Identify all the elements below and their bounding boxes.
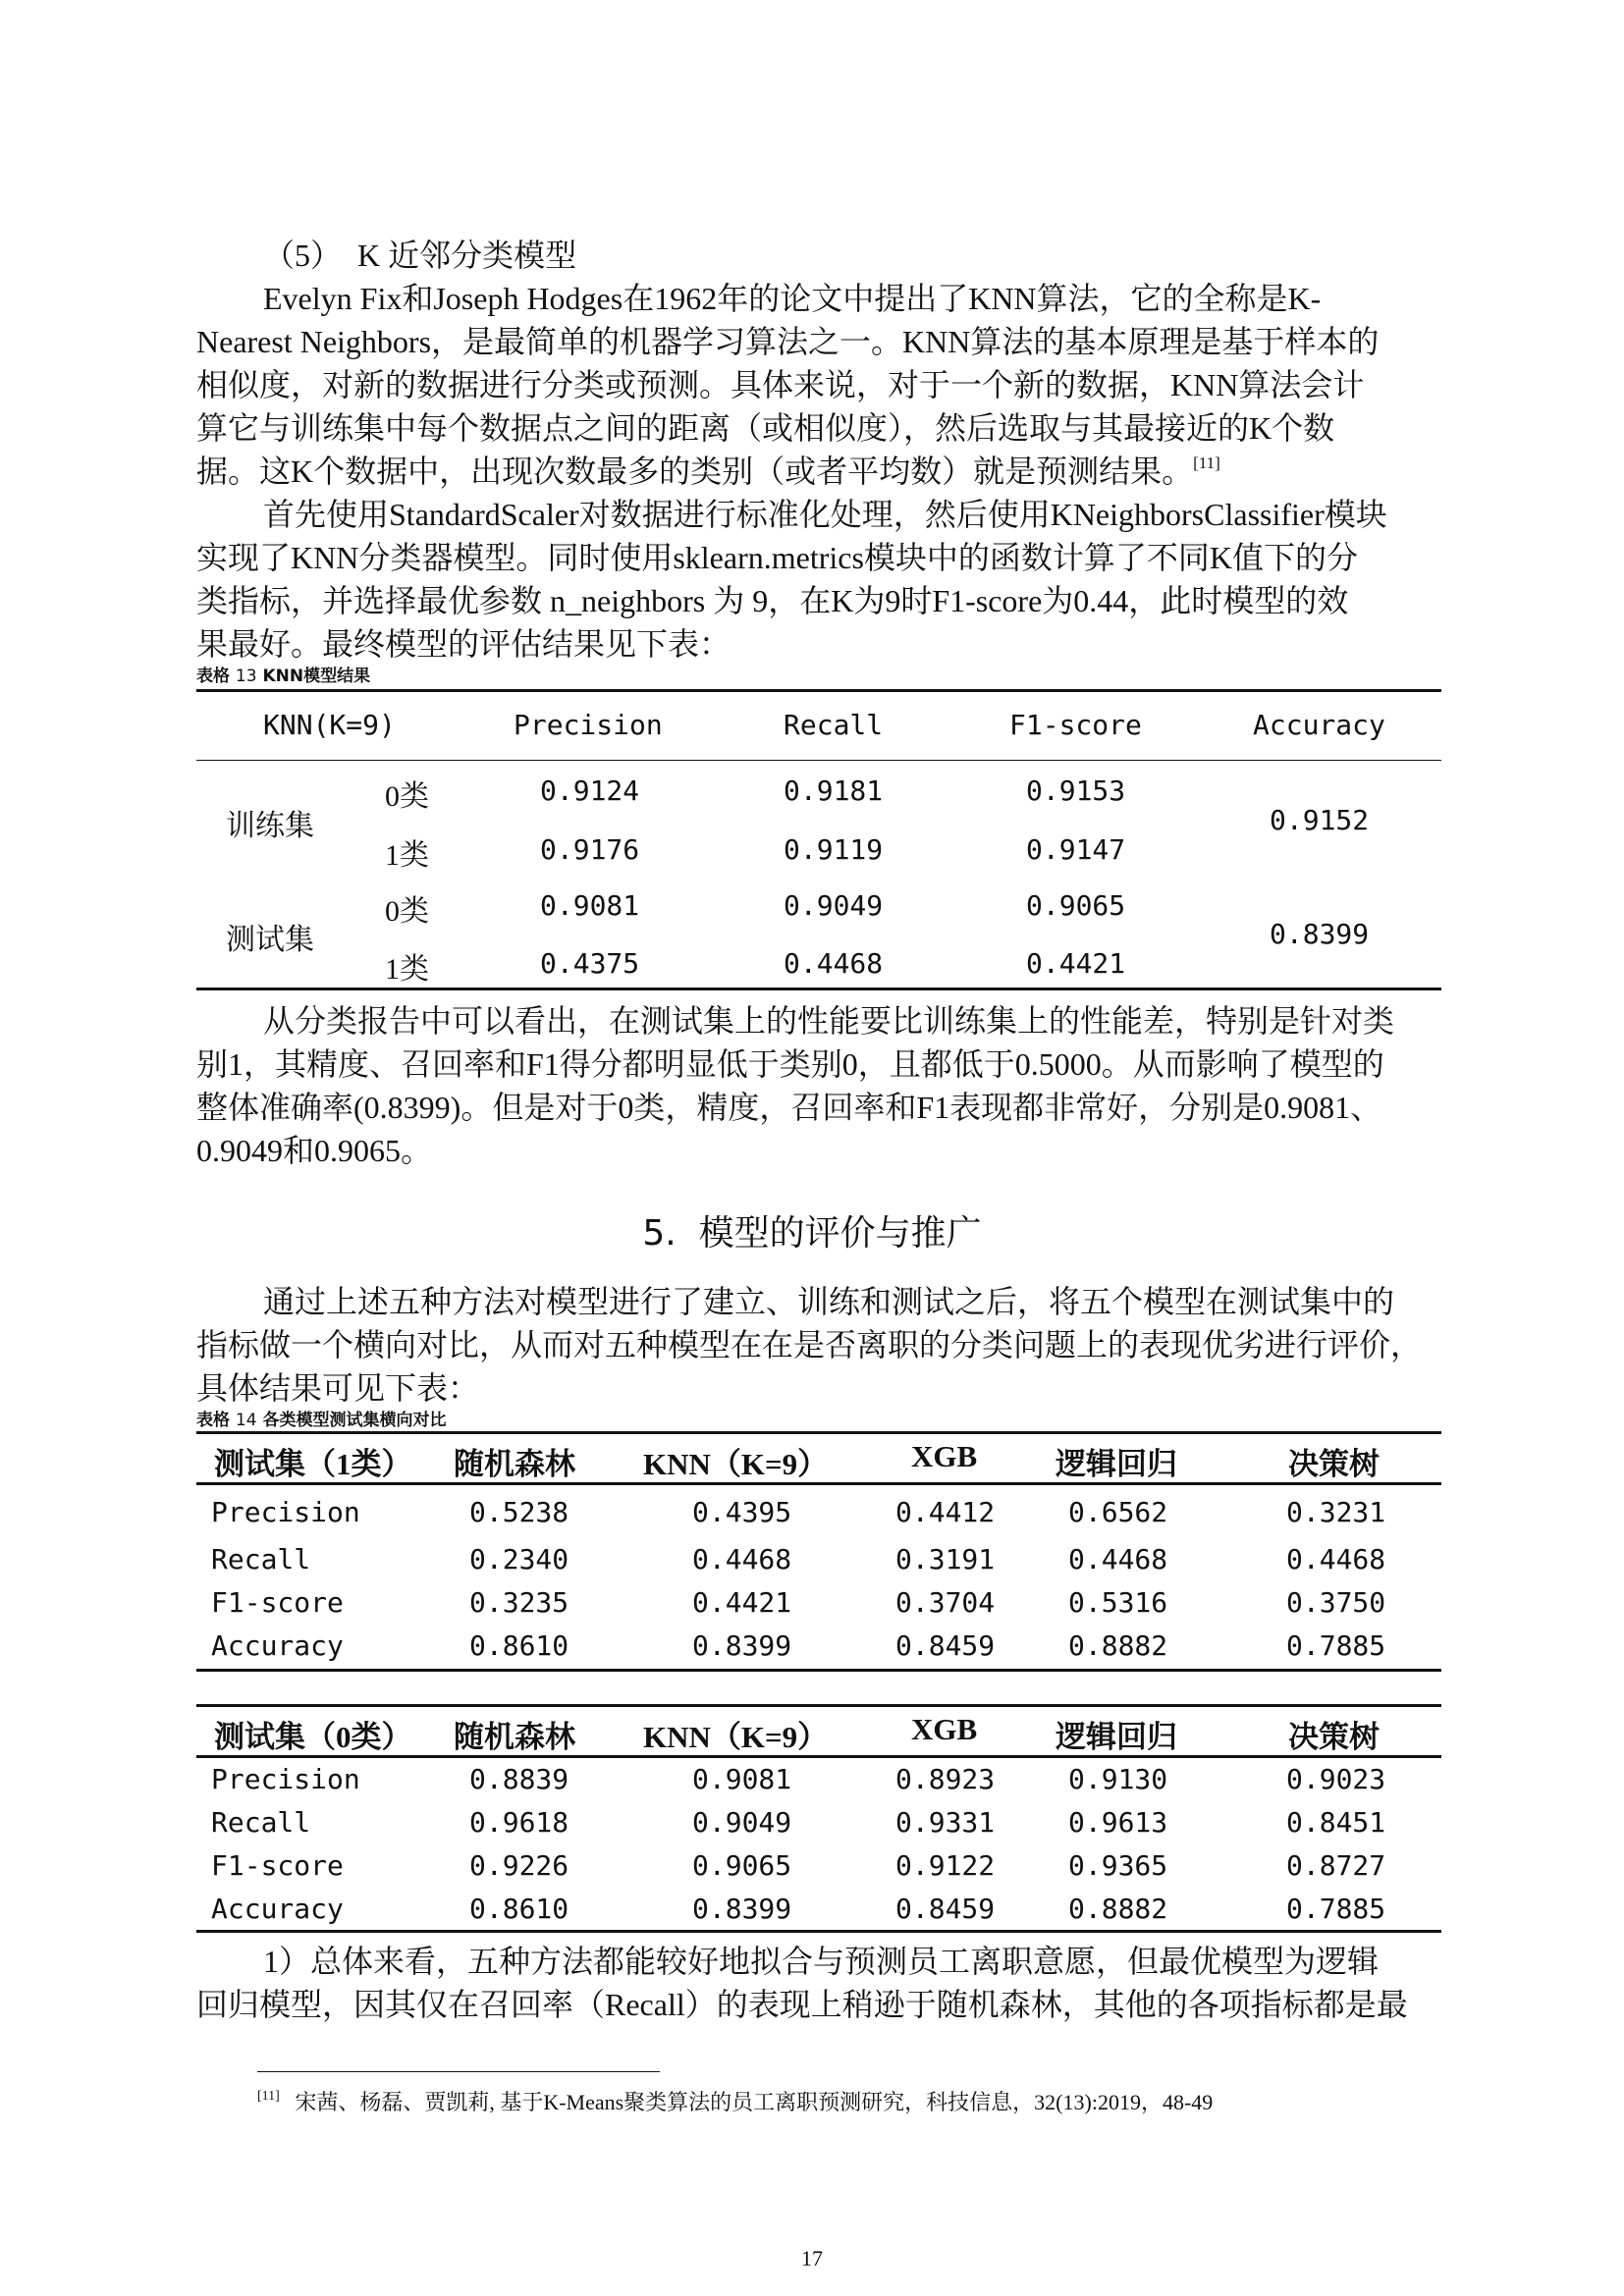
table-row-label: F1-score (211, 1586, 344, 1619)
table-cell: 0.3235 (469, 1586, 569, 1619)
table-cell: 0.8610 (469, 1893, 569, 1925)
paragraph-knn-method (196, 493, 1441, 666)
table-cell: 0.4468 (784, 947, 884, 980)
caption-text: KNN模型结果 (262, 667, 371, 686)
table-row-label: F1-score (211, 1849, 344, 1882)
table-cell: 0.8882 (1068, 1893, 1168, 1925)
table-cell: 0.9226 (469, 1849, 569, 1882)
table-row-label: Accuracy (211, 1893, 344, 1925)
caption-number: 14 (235, 1411, 257, 1430)
footnote-text: 宋茜、杨磊、贾凯莉, 基于K-Means聚类算法的员工离职预测研究，科技信息，32(13):2019，48-49 (295, 2090, 1214, 2114)
table-header-cell: 决策树 (1288, 1447, 1380, 1481)
text-line: 首先使用StandardScaler对数据进行标准化处理，然后使用KNeighborsClassifier模块 (263, 497, 1387, 532)
footnote-separator (257, 2071, 660, 2072)
table-row-label: Accuracy (211, 1629, 344, 1662)
paragraph-analysis (196, 999, 1441, 1172)
table-header-cell: KNN(K=9) (263, 709, 396, 741)
table-class-label: 1类 (385, 953, 429, 986)
table-class-label: 0类 (385, 780, 429, 813)
table-cell: 0.9365 (1068, 1849, 1168, 1882)
table-header-cell: 测试集（1类） (214, 1447, 412, 1481)
table-cell: 0.9153 (1026, 774, 1126, 807)
text-line (196, 450, 1441, 493)
table-header-cell: Precision (514, 709, 663, 741)
table-cell: 0.5316 (1068, 1586, 1168, 1619)
table-top-rule (196, 1704, 1441, 1707)
table-header-cell: XGB (911, 1712, 978, 1746)
table-cell: 0.4395 (692, 1496, 792, 1528)
table-cell: 0.8399 (692, 1629, 792, 1662)
caption-prefix: 表格 (196, 1411, 230, 1430)
table-header-cell: 逻辑回归 (1056, 1447, 1177, 1481)
table-cell: 0.7885 (1286, 1893, 1386, 1925)
paragraph-comparison-intro (196, 1280, 1441, 1410)
table-cell: 0.8839 (469, 1763, 569, 1795)
citation-ref: [11] (1193, 454, 1220, 472)
table-cell: 0.9023 (1286, 1763, 1386, 1795)
table-cell: 0.9049 (784, 889, 884, 922)
text-line: 算它与训练集中每个数据点之间的距离（或相似度），然后选取与其最接近的K个数 (196, 410, 1335, 446)
table-header-cell: Accuracy (1253, 709, 1385, 741)
table-header-cell: XGB (911, 1439, 978, 1473)
table-bottom-rule (196, 1669, 1441, 1672)
table-header-cell: Recall (784, 709, 884, 741)
table-top-rule (196, 1431, 1441, 1434)
table-accuracy-cell: 0.8399 (1270, 918, 1370, 950)
table-cell: 0.4468 (1286, 1543, 1386, 1575)
table-cell: 0.9065 (1026, 889, 1126, 922)
table-cell: 0.4412 (895, 1496, 996, 1528)
text-line: 别1，其精度、召回率和F1得分都明显低于类别0，且都低于0.5000。从而影响了模型的 (196, 1046, 1384, 1082)
paragraph-knn-intro (196, 277, 1441, 493)
table-cell: 0.8923 (895, 1763, 996, 1795)
text-line: 1）总体来看，五种方法都能较好地拟合与预测员工离职意愿，但最优模型为逻辑 (263, 1944, 1380, 1979)
text-segment: 据。这K个数据中，出现次数最多的类别（或者平均数）就是预测结果。 (196, 454, 1194, 489)
table-row-label: Precision (211, 1496, 360, 1528)
table-cell: 0.8610 (469, 1629, 569, 1662)
table-cell: 0.2340 (469, 1543, 569, 1575)
section-heading: 5. 模型的评价与推广 (642, 1213, 982, 1254)
table-cell: 0.9176 (540, 833, 640, 866)
table-header-cell: KNN（K=9） (643, 1447, 829, 1481)
table-cell: 0.4375 (540, 947, 640, 980)
text-line: Nearest Neighbors，是最简单的机器学习算法之一。KNN算法的基本原理是基于样本的 (196, 324, 1380, 359)
text-line: 果最好。最终模型的评估结果见下表： (196, 626, 731, 662)
table-cell: 0.3231 (1286, 1496, 1386, 1528)
table-header-cell: F1-score (1009, 709, 1142, 741)
table-cell: 0.4468 (1068, 1543, 1168, 1575)
table-class-label: 1类 (385, 839, 429, 872)
table-group-label: 训练集 (226, 810, 314, 842)
table-bottom-rule (196, 1930, 1441, 1933)
footnote (257, 2086, 1213, 2116)
table-header-cell: 决策树 (1288, 1720, 1380, 1754)
text-line: 回归模型，因其仅在召回率（Recall）的表现上稍逊于随机森林，其他的各项指标都是最 (196, 1987, 1408, 2022)
paragraph-conclusion (196, 1940, 1441, 2026)
text-line: 指标做一个横向对比，从而对五种模型在在是否离职的分类问题上的表现优劣进行评价， (196, 1327, 1423, 1362)
table-cell: 0.4421 (692, 1586, 792, 1619)
table-header-cell: 随机森林 (454, 1720, 575, 1754)
table-cell: 0.9081 (540, 889, 640, 922)
table-cell: 0.8459 (895, 1893, 996, 1925)
table-14-caption (196, 1406, 446, 1430)
table-cell: 0.4468 (692, 1543, 792, 1575)
text-line: 整体准确率(0.8399)。但是对于0类，精度，召回率和F1表现都非常好，分别是0.9081、 (196, 1090, 1382, 1125)
text-line: 实现了KNN分类器模型。同时使用sklearn.metrics模块中的函数计算了不同K值下的分 (196, 540, 1359, 575)
table-cell: 0.4421 (1026, 947, 1126, 980)
caption-text: 各类模型测试集横向对比 (262, 1411, 447, 1430)
page-number: 17 (801, 2246, 823, 2270)
table-cell: 0.3750 (1286, 1586, 1386, 1619)
table-cell: 0.6562 (1068, 1496, 1168, 1528)
table-header-rule (196, 760, 1441, 761)
table-group-label: 测试集 (226, 924, 314, 956)
table-cell: 0.9049 (692, 1806, 792, 1839)
table-class-label: 0类 (385, 895, 429, 928)
table-top-rule (196, 689, 1441, 692)
table-cell: 0.9147 (1026, 833, 1126, 866)
table-13-caption (196, 662, 370, 686)
table-header-cell: 逻辑回归 (1056, 1720, 1177, 1754)
footnote-ref: [11] (257, 2089, 280, 2104)
text-line: 从分类报告中可以看出，在测试集上的性能要比训练集上的性能差，特别是针对类 (263, 1003, 1395, 1039)
table-cell: 0.8399 (692, 1893, 792, 1925)
text-line: 相似度，对新的数据进行分类或预测。具体来说，对于一个新的数据，KNN算法会计 (196, 367, 1365, 402)
table-cell: 0.8451 (1286, 1806, 1386, 1839)
table-row-label: Recall (211, 1806, 311, 1839)
caption-prefix: 表格 (196, 667, 230, 686)
table-cell: 0.8727 (1286, 1849, 1386, 1882)
table-row-label: Recall (211, 1543, 311, 1575)
table-cell: 0.5238 (469, 1496, 569, 1528)
table-cell: 0.8459 (895, 1629, 996, 1662)
section-subtitle: （5） K 近邻分类模型 (263, 238, 577, 273)
table-cell: 0.3191 (895, 1543, 996, 1575)
table-row-label: Precision (211, 1763, 360, 1795)
table-cell: 0.8882 (1068, 1629, 1168, 1662)
text-line: 类指标，并选择最优参数 n_neighbors 为 9，在K为9时F1-score为0.44，此时模型的效 (196, 583, 1349, 618)
text-line: 通过上述五种方法对模型进行了建立、训练和测试之后，将五个模型在测试集中的 (263, 1284, 1395, 1319)
table-cell: 0.9130 (1068, 1763, 1168, 1795)
caption-number: 13 (235, 667, 257, 686)
table-cell: 0.9119 (784, 833, 884, 866)
text-line: 0.9049和0.9065。 (196, 1133, 433, 1168)
table-cell: 0.9618 (469, 1806, 569, 1839)
text-line: 具体结果可见下表： (196, 1370, 480, 1406)
table-accuracy-cell: 0.9152 (1270, 804, 1370, 836)
table-cell: 0.9181 (784, 774, 884, 807)
text-line: Evelyn Fix和Joseph Hodges在1962年的论文中提出了KNN算法，它的全称是K- (263, 281, 1322, 316)
table-cell: 0.7885 (1286, 1629, 1386, 1662)
table-cell: 0.9065 (692, 1849, 792, 1882)
table-bottom-rule (196, 988, 1441, 990)
table-cell: 0.3704 (895, 1586, 996, 1619)
table-cell: 0.9081 (692, 1763, 792, 1795)
table-header-cell: KNN（K=9） (643, 1720, 829, 1754)
table-cell: 0.9124 (540, 774, 640, 807)
table-cell: 0.9331 (895, 1806, 996, 1839)
table-header-cell: 随机森林 (454, 1447, 575, 1481)
table-cell: 0.9613 (1068, 1806, 1168, 1839)
table-cell: 0.9122 (895, 1849, 996, 1882)
table-header-cell: 测试集（0类） (214, 1720, 412, 1754)
